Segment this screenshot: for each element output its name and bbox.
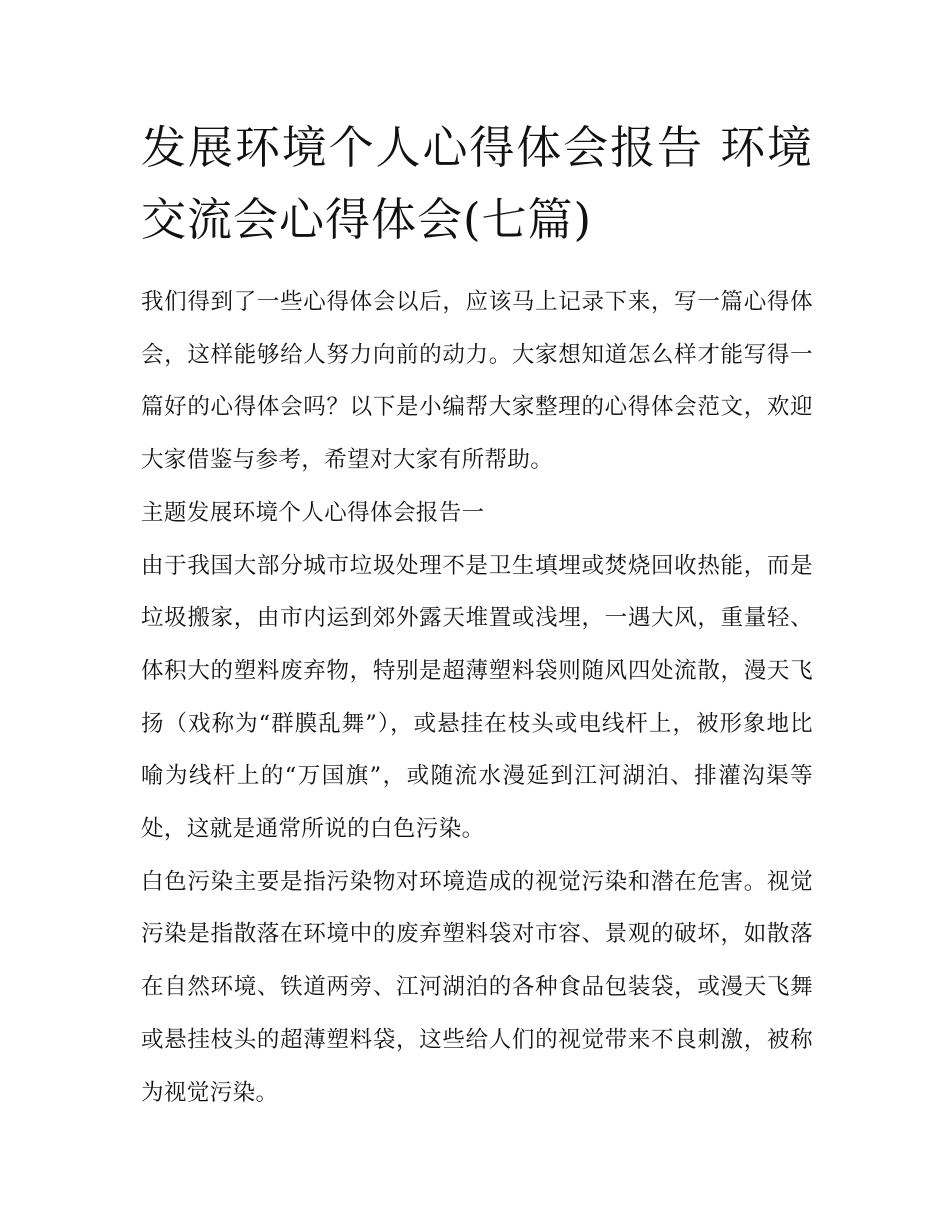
body-paragraph: 由于我国大部分城市垃圾处理不是卫生填埋或焚烧回收热能，而是垃圾搬家，由市内运到郊外露天堆置或浅埋，一遇大风，重量轻、体积大的塑料废弃物，特别是超薄塑料袋则随风四处流散，漫天飞扬（戏称为“群膜乱舞”），或悬挂在枝头或电线杆上，被形象地比喻为线杆上的“万国旗”，或随流水漫延到江河湖泊、排灌沟渠等处，这就是通常所说的白色污染。 xyxy=(141,552,813,843)
document-body xyxy=(141,112,813,1119)
intro-paragraph: 我们得到了一些心得体会以后，应该马上记录下来，写一篇心得体会，这样能够给人努力向前的动力。大家想知道怎么样才能写得一篇好的心得体会吗？以下是小编帮大家整理的心得体会范文，欢迎大家借鉴与参考，希望对大家有所帮助。 xyxy=(141,289,813,474)
section-heading: 主题发展环境个人心得体会报告一 xyxy=(141,499,485,526)
body-paragraph: 白色污染主要是指污染物对环境造成的视觉污染和潜在危害。视觉污染是指散落在环境中的废弃塑料袋对市容、景观的破坏，如散落在自然环境、铁道两旁、江河湖泊的各种食品包装袋，或漫天飞舞或悬挂枝头的超薄塑料袋，这些给人们的视觉带来不良刺激，被称为视觉污染。 xyxy=(141,868,813,1106)
document-title: 发展环境个人心得体会报告 环境交流会心得体会(七篇) xyxy=(141,121,813,246)
